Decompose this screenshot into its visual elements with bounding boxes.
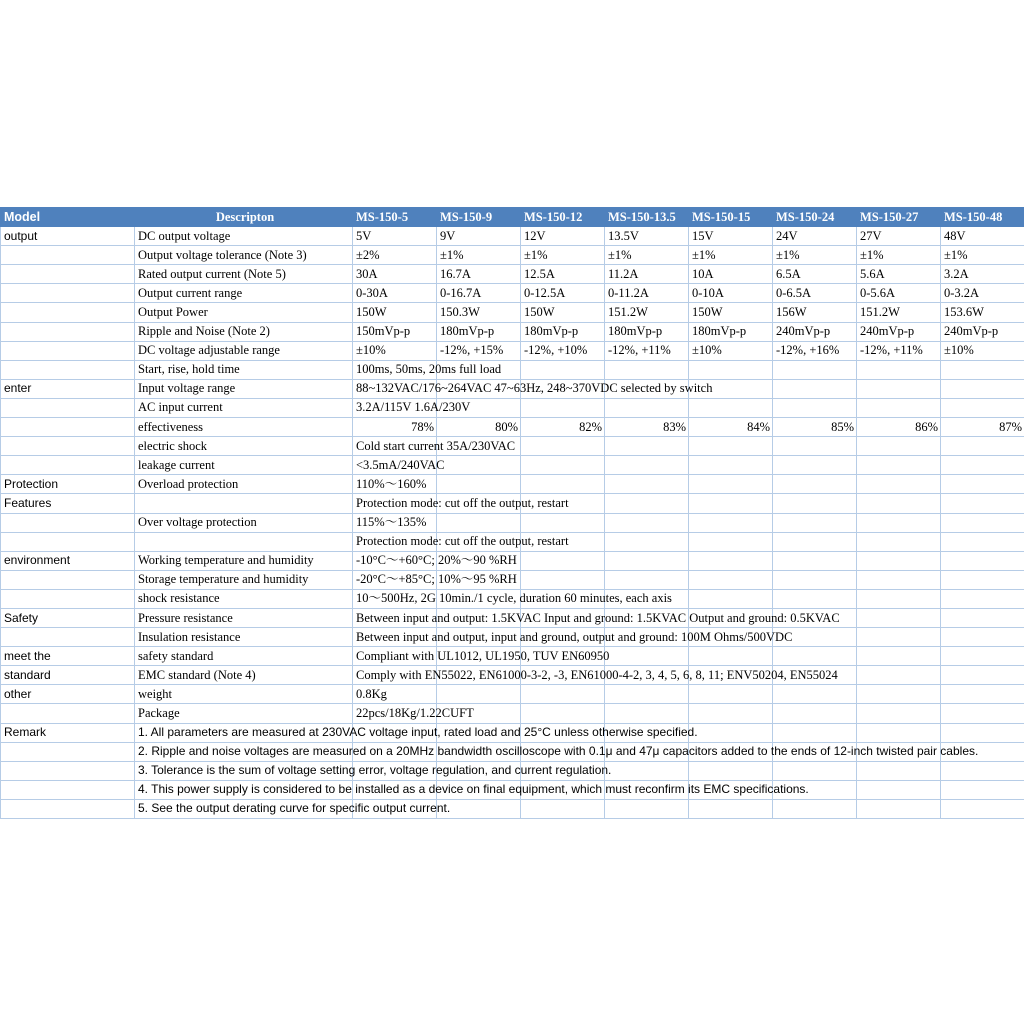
empty-cell [689,360,773,379]
row-value: 180mVp-p [689,322,773,341]
empty-cell [857,398,941,417]
empty-cell [689,723,773,742]
row-value: ±1% [437,246,521,265]
row-category [1,589,135,608]
empty-cell [941,761,1024,780]
remark-label: Remark [1,723,135,742]
row-value: 12V [521,227,605,246]
row-category [1,398,135,417]
row-spec-text: -20°C～+85°C; 10%～95 %RH [353,570,437,589]
row-category [1,513,135,532]
row-parameter [135,532,353,551]
empty-cell [857,551,941,570]
efficiency-value: 78% [353,418,437,437]
empty-cell [773,494,857,513]
row-value: -12%, +10% [521,341,605,360]
empty-cell [773,437,857,456]
empty-cell [857,437,941,456]
empty-cell [857,799,941,818]
empty-cell [857,647,941,666]
row-value: ±10% [353,341,437,360]
empty-cell [605,704,689,723]
remark-label [1,761,135,780]
row-value: 0-30A [353,284,437,303]
row-category: environment [1,551,135,570]
table-row [1,628,1024,647]
row-parameter: Output current range [135,284,353,303]
row-category: standard [1,666,135,685]
row-value: 9V [437,227,521,246]
row-value: 151.2W [857,303,941,322]
remark-row [1,742,1024,761]
empty-cell [773,799,857,818]
empty-cell [773,685,857,704]
row-value: 180mVp-p [437,322,521,341]
row-spec-text: 22pcs/18Kg/1.22CUFT [353,704,437,723]
empty-cell [857,494,941,513]
row-value: -12%, +11% [605,341,689,360]
empty-cell [437,685,521,704]
row-parameter: DC output voltage [135,227,353,246]
row-value: ±10% [941,341,1024,360]
row-value: 180mVp-p [605,322,689,341]
row-value: 48V [941,227,1024,246]
empty-cell [605,437,689,456]
empty-cell [941,379,1024,398]
row-category: meet the [1,647,135,666]
empty-cell [773,551,857,570]
empty-cell [773,589,857,608]
empty-cell [857,513,941,532]
row-parameter: Output Power [135,303,353,322]
empty-cell [689,570,773,589]
empty-cell [605,475,689,494]
empty-cell [437,456,521,475]
table-row [1,398,1024,417]
row-value: 0-11.2A [605,284,689,303]
header-row [1,208,1024,227]
empty-cell [605,647,689,666]
row-category [1,456,135,475]
row-value: 16.7A [437,265,521,284]
row-parameter: leakage current [135,456,353,475]
row-parameter: EMC standard (Note 4) [135,666,353,685]
row-category [1,360,135,379]
header-model-name: MS-150-13.5 [605,208,689,227]
empty-cell [941,475,1024,494]
empty-cell [773,398,857,417]
header-model-name: MS-150-9 [437,208,521,227]
table-row [1,666,1024,685]
header-model-name: MS-150-24 [773,208,857,227]
row-value: 5V [353,227,437,246]
table-row [1,379,1024,398]
row-value: ±2% [353,246,437,265]
empty-cell [605,494,689,513]
row-parameter: Rated output current (Note 5) [135,265,353,284]
row-spec-text: Comply with EN55022, EN61000-3-2, -3, EN61000-4-2, 3, 4, 5, 6, 8, 11; ENV50204, EN55024 [353,666,437,685]
remark-row [1,780,1024,799]
empty-cell [941,647,1024,666]
empty-cell [521,437,605,456]
empty-cell [941,494,1024,513]
header-description: Descripton [135,208,353,227]
row-category [1,246,135,265]
table-row [1,551,1024,570]
empty-cell [689,456,773,475]
table-row [1,685,1024,704]
row-parameter: safety standard [135,647,353,666]
empty-cell [857,570,941,589]
row-parameter: Storage temperature and humidity [135,570,353,589]
empty-cell [521,398,605,417]
empty-cell [773,704,857,723]
table-row [1,341,1024,360]
efficiency-value: 82% [521,418,605,437]
empty-cell [605,513,689,532]
row-parameter: Working temperature and humidity [135,551,353,570]
empty-cell [857,456,941,475]
empty-cell [857,780,941,799]
table-row [1,475,1024,494]
empty-cell [941,456,1024,475]
row-value: 30A [353,265,437,284]
header-model: Model [1,208,135,227]
row-value: 180mVp-p [521,322,605,341]
table-row [1,284,1024,303]
row-spec-text: Protection mode: cut off the output, restart [353,494,437,513]
empty-cell [941,398,1024,417]
row-value: 10A [689,265,773,284]
header-model-name: MS-150-15 [689,208,773,227]
row-value: 5.6A [857,265,941,284]
row-spec-text: 100ms, 50ms, 20ms full load [353,360,437,379]
row-value: 11.2A [605,265,689,284]
empty-cell [689,685,773,704]
empty-cell [773,456,857,475]
empty-cell [857,666,941,685]
row-category: output [1,227,135,246]
empty-cell [941,666,1024,685]
empty-cell [941,360,1024,379]
row-category: Protection [1,475,135,494]
table-row [1,513,1024,532]
table-row [1,647,1024,666]
remark-text: 1. All parameters are measured at 230VAC voltage input, rated load and 25°C unless otherwise specified. [135,723,353,742]
row-parameter [135,494,353,513]
empty-cell [605,456,689,475]
empty-cell [941,532,1024,551]
empty-cell [437,513,521,532]
row-value: 150mVp-p [353,322,437,341]
row-value: 150W [353,303,437,322]
row-value: 150W [689,303,773,322]
efficiency-value: 87% [941,418,1024,437]
header-model-name: MS-150-48 [941,208,1024,227]
empty-cell [689,704,773,723]
row-spec-text: Protection mode: cut off the output, restart [353,532,437,551]
remark-text: 5. See the output derating curve for specific output current. [135,799,353,818]
row-value: 12.5A [521,265,605,284]
empty-cell [605,532,689,551]
table-row [1,437,1024,456]
empty-cell [941,780,1024,799]
empty-cell [941,704,1024,723]
empty-cell [941,685,1024,704]
empty-cell [773,723,857,742]
row-category [1,322,135,341]
empty-cell [521,570,605,589]
row-parameter: Overload protection [135,475,353,494]
empty-cell [941,437,1024,456]
remark-row [1,761,1024,780]
row-value: 0-5.6A [857,284,941,303]
row-value: 150W [521,303,605,322]
spec-body [1,227,1024,819]
empty-cell [437,475,521,494]
row-value: 27V [857,227,941,246]
table-row [1,246,1024,265]
empty-cell [521,551,605,570]
header-model-name: MS-150-27 [857,208,941,227]
table-row [1,265,1024,284]
row-value: 153.6W [941,303,1024,322]
empty-cell [605,398,689,417]
row-value: 151.2W [605,303,689,322]
empty-cell [605,799,689,818]
row-value: 156W [773,303,857,322]
empty-cell [857,761,941,780]
table-row [1,608,1024,627]
empty-cell [605,685,689,704]
row-category: Safety [1,608,135,627]
empty-cell [773,379,857,398]
empty-cell [857,379,941,398]
remark-row [1,799,1024,818]
empty-cell [857,704,941,723]
empty-cell [689,494,773,513]
empty-cell [689,475,773,494]
empty-cell [857,628,941,647]
empty-cell [689,513,773,532]
empty-cell [689,799,773,818]
row-value: 0-12.5A [521,284,605,303]
empty-cell [857,608,941,627]
empty-cell [521,456,605,475]
empty-cell [689,532,773,551]
empty-cell [857,475,941,494]
row-parameter: Input voltage range [135,379,353,398]
row-category [1,418,135,437]
header-model-name: MS-150-12 [521,208,605,227]
remark-row [1,723,1024,742]
remark-label [1,780,135,799]
row-value: 3.2A [941,265,1024,284]
table-row [1,418,1024,437]
row-parameter: Start, rise, hold time [135,360,353,379]
row-value: 240mVp-p [773,322,857,341]
row-parameter: Insulation resistance [135,628,353,647]
empty-cell [521,513,605,532]
empty-cell [857,360,941,379]
row-spec-text: -10°C～+60°C; 20%～90 %RH [353,551,437,570]
row-category: enter [1,379,135,398]
row-category [1,284,135,303]
row-spec-text: Between input and output: 1.5KVAC Input and ground: 1.5KVAC Output and ground: 0.5KVAC [353,608,437,627]
row-parameter: weight [135,685,353,704]
row-parameter: DC voltage adjustable range [135,341,353,360]
row-value: -12%, +16% [773,341,857,360]
remark-label [1,742,135,761]
empty-cell [773,360,857,379]
row-category [1,532,135,551]
row-value: 240mVp-p [857,322,941,341]
row-value: ±1% [521,246,605,265]
row-spec-text: 110%～160% [353,475,437,494]
efficiency-value: 83% [605,418,689,437]
row-spec-text: 88~132VAC/176~264VAC 47~63Hz, 248~370VDC selected by switch [353,379,437,398]
table-row [1,570,1024,589]
efficiency-value: 86% [857,418,941,437]
empty-cell [773,475,857,494]
table-row [1,532,1024,551]
row-parameter: electric shock [135,437,353,456]
empty-cell [857,532,941,551]
empty-cell [857,685,941,704]
empty-cell [605,761,689,780]
table-row [1,227,1024,246]
row-value: ±1% [605,246,689,265]
row-value: ±1% [689,246,773,265]
empty-cell [689,398,773,417]
table-row [1,589,1024,608]
empty-cell [689,589,773,608]
row-parameter: Pressure resistance [135,608,353,627]
row-parameter: Package [135,704,353,723]
row-spec-text: 115%～135% [353,513,437,532]
efficiency-value: 85% [773,418,857,437]
row-category: other [1,685,135,704]
remark-text: 2. Ripple and noise voltages are measured on a 20MHz bandwidth oscilloscope with 0.1μ and 47μ capacitors added to the ends of 12-inch twisted pair cables. [135,742,353,761]
row-spec-text: Between input and output, input and ground, output and ground: 100M Ohms/500VDC [353,628,437,647]
empty-cell [521,475,605,494]
empty-cell [773,761,857,780]
row-value: -12%, +15% [437,341,521,360]
row-value: 0-10A [689,284,773,303]
row-value: ±1% [941,246,1024,265]
row-value: -12%, +11% [857,341,941,360]
row-value: 0-16.7A [437,284,521,303]
empty-cell [941,628,1024,647]
empty-cell [941,608,1024,627]
empty-cell [605,360,689,379]
row-value: 0-3.2A [941,284,1024,303]
remark-text: 3. Tolerance is the sum of voltage setting error, voltage regulation, and current regulation. [135,761,353,780]
row-parameter: AC input current [135,398,353,417]
empty-cell [521,360,605,379]
table-row [1,303,1024,322]
empty-cell [941,723,1024,742]
row-category: Features [1,494,135,513]
empty-cell [689,647,773,666]
row-parameter: Output voltage tolerance (Note 3) [135,246,353,265]
row-spec-text: Cold start current 35A/230VAC [353,437,437,456]
row-value: ±1% [857,246,941,265]
empty-cell [857,723,941,742]
row-value: 150.3W [437,303,521,322]
row-spec-text: <3.5mA/240VAC [353,456,437,475]
row-value: ±10% [689,341,773,360]
row-value: 6.5A [773,265,857,284]
row-spec-text: 0.8Kg [353,685,437,704]
empty-cell [605,551,689,570]
row-category [1,704,135,723]
remark-label [1,799,135,818]
row-spec-text: 10～500Hz, 2G 10min./1 cycle, duration 60 minutes, each axis [353,589,437,608]
row-category [1,265,135,284]
empty-cell [521,704,605,723]
row-category [1,341,135,360]
empty-cell [689,761,773,780]
row-spec-text: Compliant with UL1012, UL1950, TUV EN60950 [353,647,437,666]
row-value: 13.5V [605,227,689,246]
empty-cell [773,647,857,666]
empty-cell [521,685,605,704]
table-row [1,704,1024,723]
row-category [1,303,135,322]
row-category [1,628,135,647]
row-parameter: Ripple and Noise (Note 2) [135,322,353,341]
row-category [1,437,135,456]
row-value: 15V [689,227,773,246]
table-row [1,494,1024,513]
remark-text: 4. This power supply is considered to be installed as a device on final equipment, which must reconfirm its EMC specifications. [135,780,353,799]
row-value: ±1% [773,246,857,265]
table-row [1,322,1024,341]
row-parameter: effectiveness [135,418,353,437]
empty-cell [689,551,773,570]
row-category [1,570,135,589]
efficiency-value: 80% [437,418,521,437]
table-row [1,456,1024,475]
empty-cell [605,570,689,589]
empty-cell [941,799,1024,818]
empty-cell [941,570,1024,589]
table-row [1,360,1024,379]
empty-cell [857,589,941,608]
empty-cell [689,437,773,456]
empty-cell [941,513,1024,532]
empty-cell [941,551,1024,570]
spec-table [0,207,1024,819]
empty-cell [773,532,857,551]
empty-cell [521,799,605,818]
empty-cell [941,589,1024,608]
row-parameter: shock resistance [135,589,353,608]
row-value: 0-6.5A [773,284,857,303]
row-spec-text: 3.2A/115V 1.6A/230V [353,398,437,417]
efficiency-value: 84% [689,418,773,437]
row-value: 24V [773,227,857,246]
empty-cell [773,570,857,589]
row-parameter: Over voltage protection [135,513,353,532]
header-model-name: MS-150-5 [353,208,437,227]
row-value: 240mVp-p [941,322,1024,341]
empty-cell [773,513,857,532]
